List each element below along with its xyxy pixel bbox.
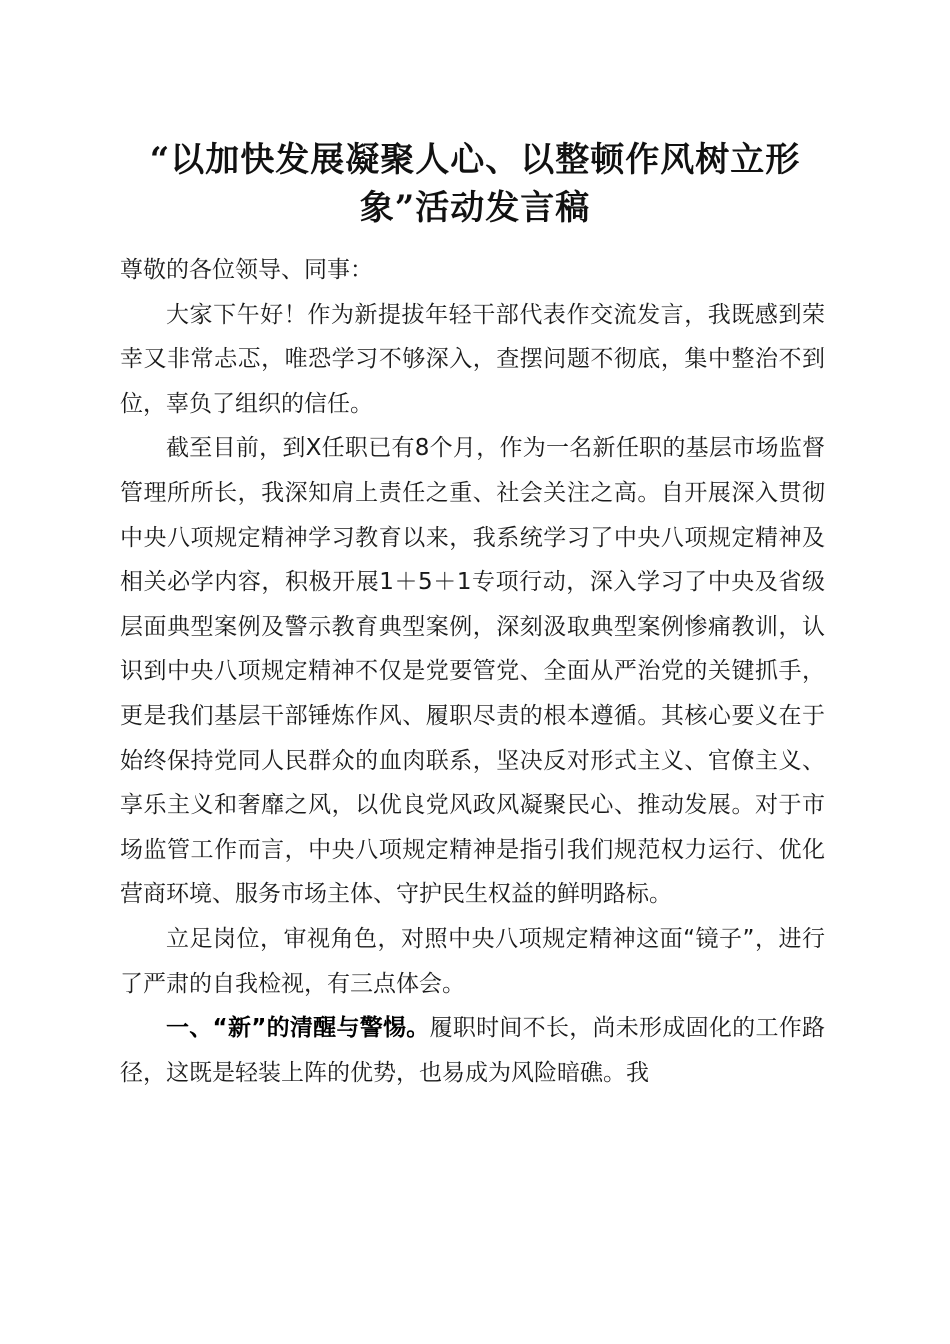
salutation: 尊敬的各位领导、同事： [120,257,373,283]
paragraph-reflection: 截至目前，到X任职已有8个月，作为一名新任职的基层市场监督管理所所长，我深知肩上责任之重、社会关注之高。自开展深入贯彻中央八项规定精神学习教育以来，我系统学习了中央八项规定精神及相关必学内容，积极开展1＋5＋1专项行动，深入学习了中央及省级层面典型案例及警示教育典型案例，深刻汲取典型案例惨痛教训，认识到中央八项规定精神不仅是党要管党、全面从严治党的关键抓手，更是我们基层干部锤炼作风、履职尽责的根本遵循。其核心要义在于始终保持党同人民群众的血肉联系，坚决反对形式主义、官僚主义、享乐主义和奢靡之风，以优良党风政风凝聚民心、推动发展。对于市场监管工作而言，中央八项规定精神是指引我们规范权力运行、优化营商环境、服务市场主体、守护民生权益的鲜明路标。 [120,435,825,908]
section-one-text: 履职时间不长，尚未形成固化的工作路径，这既是轻装上阵的优势，也易成为风险暗礁。我 [120,1015,825,1086]
document-body [120,248,825,1095]
section-one-paragraph [120,1006,825,1095]
document-title: “以加快发展凝聚人心、以整顿作风树立形象”活动发言稿 [149,140,801,228]
paragraph-self-review: 立足岗位，审视角色，对照中央八项规定精神这面“镜子”，进行了严肃的自我检视，有三点体会。 [120,925,825,997]
paragraph-opening: 大家下午好！作为新提拔年轻干部代表作交流发言，我既感到荣幸又非常忐忑，唯恐学习不够深入，查摆问题不彻底，集中整治不到位，辜负了组织的信任。 [120,301,825,417]
section-one-heading: 一、“新”的清醒与警惕。 [166,1015,430,1042]
